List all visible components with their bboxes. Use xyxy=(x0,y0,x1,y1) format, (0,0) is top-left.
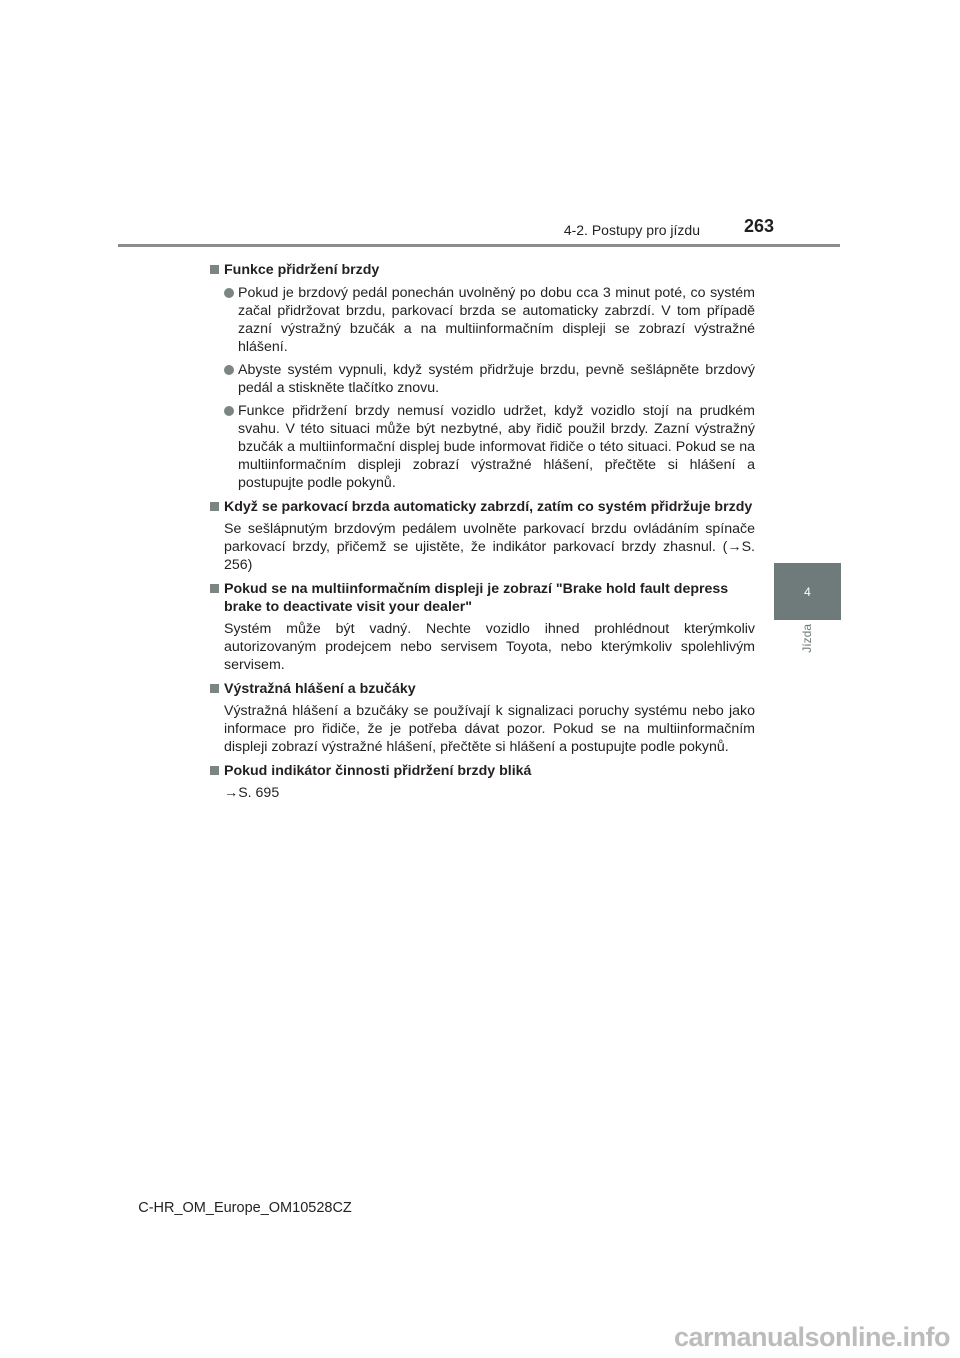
section-title: 4-2. Postupy pro jízdu xyxy=(563,222,700,238)
watermark: carmanualsonline.info xyxy=(673,1322,950,1352)
list-item: Pokud je brzdový pedál ponechán uvolněný po dobu cca 3 minut poté, co systém začal přidržovat brzdu, parkovací brzda se automaticky zabrzdí. V tom případě zazní výstražný bzučák a na multiinformačním displeji se zobrazí výstražné hlášení. xyxy=(210,284,755,356)
section-text: Systém může být vadný. Nechte vozidlo ihned prohlédnout kterýmkoliv autorizovaným prodejcem nebo servisem Toyota, nebo kterýmkoliv spolehlivým servisem. xyxy=(224,621,755,673)
circle-bullet-icon xyxy=(224,406,234,416)
section-heading: Funkce přidržení brzdy xyxy=(210,261,755,279)
chapter-label-text: Jízda xyxy=(800,624,814,653)
header-divider xyxy=(118,244,840,247)
square-bullet-icon xyxy=(210,265,219,274)
square-bullet-icon xyxy=(210,766,219,775)
section-heading: Když se parkovací brzda automaticky zabrzdí, zatím co systém přidržuje brzdy xyxy=(210,498,755,516)
section-heading: Pokud se na multiinformačním displeji je zobrazí "Brake hold fault depress brake to deactivate visit your dealer" xyxy=(210,580,755,616)
square-bullet-icon xyxy=(210,502,219,511)
section-heading: Výstražná hlášení a bzučáky xyxy=(210,680,755,698)
circle-bullet-icon xyxy=(224,288,234,298)
chapter-label xyxy=(775,624,839,674)
chapter-number: 4 xyxy=(804,584,811,599)
page-content xyxy=(210,255,755,802)
section-text: →S. 695 xyxy=(224,785,280,801)
section-text: Výstražná hlášení a bzučáky se používají k signalizaci poruchy systému nebo jako informace pro řidiče, že je potřeba dávat pozor. Pokud se na multiinformačním displeji zobrazí výstražné hlášení, přečtěte si hlášení a postupujte podle pokynů. xyxy=(224,703,755,755)
square-bullet-icon xyxy=(210,684,219,693)
document-code: C-HR_OM_Europe_OM10528CZ xyxy=(138,1200,352,1216)
chapter-tab xyxy=(774,563,841,620)
square-bullet-icon xyxy=(210,584,219,593)
page-number: 263 xyxy=(743,216,774,236)
section-text: Se sešlápnutým brzdovým pedálem uvolněte parkovací brzdu ovládáním spínače parkovací brzdy, přičemž se ujistěte, že indikátor parkovací brzdy zhasnul. (→S. 256) xyxy=(224,521,755,573)
circle-bullet-icon xyxy=(224,365,234,375)
list-item: Abyste systém vypnuli, když systém přidržuje brzdu, pevně sešlápněte brzdový pedál a stiskněte tlačítko znovu. xyxy=(210,361,755,397)
section-heading: Pokud indikátor činnosti přidržení brzdy bliká xyxy=(210,762,755,780)
list-item: Funkce přidržení brzdy nemusí vozidlo udržet, když vozidlo stojí na prudkém svahu. V této situaci může být nezbytné, aby řidič použil brzdy. Zazní výstražný bzučák a multiinformační displej bude informovat řidiče o této situaci. Pokud se na multiinformačním displeji zobrazí výstražné hlášení, přečtěte si hlášení a postupujte podle pokynů. xyxy=(210,402,755,492)
